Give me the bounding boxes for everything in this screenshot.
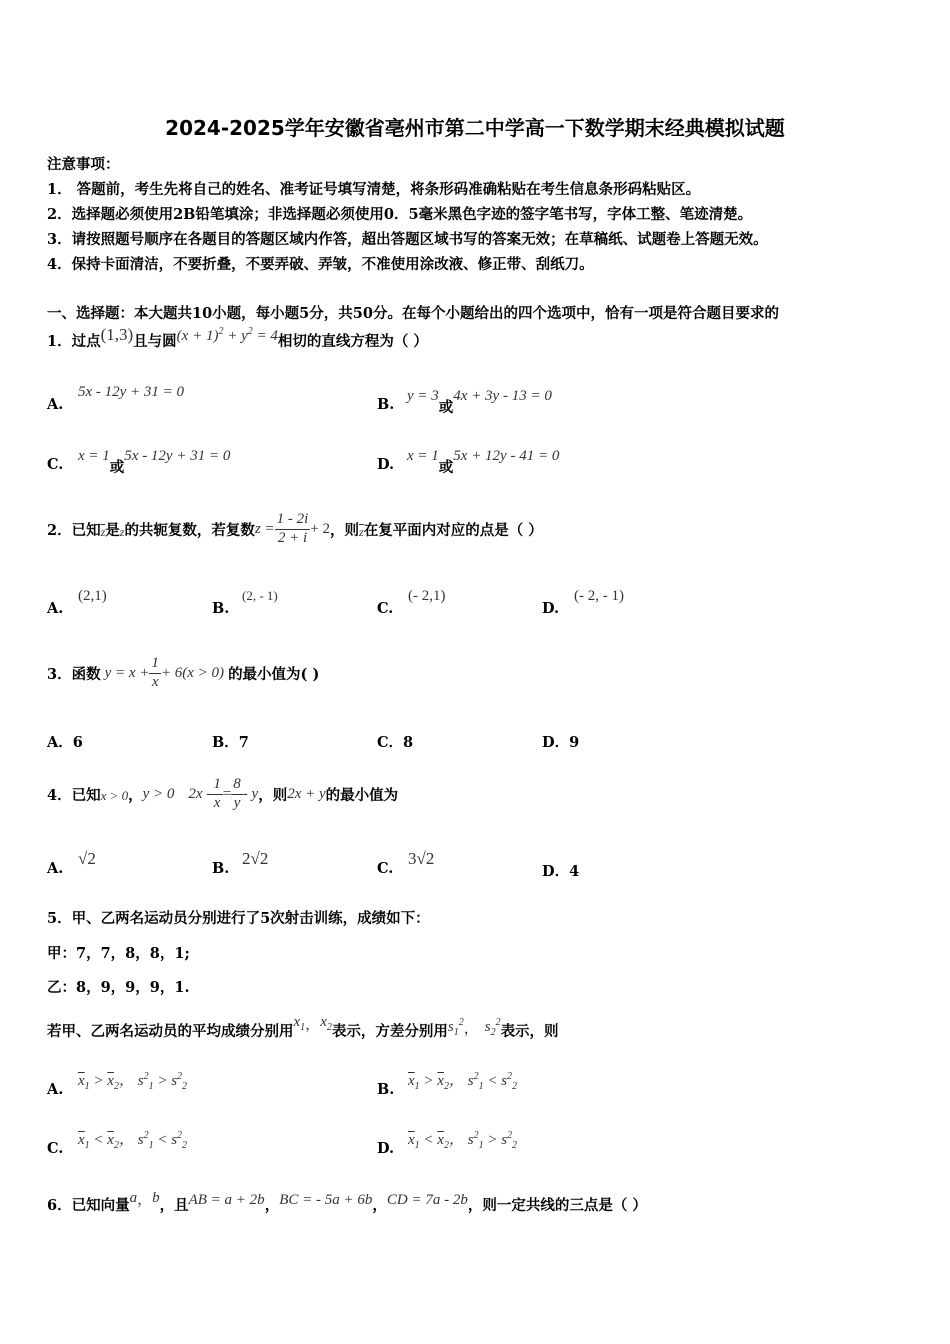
option-a-expression: $\overline{x}_1 > \overline{x}_2$， $s^2_1 > s^2_2$ xyxy=(78,1071,188,1092)
notice-heading: 注意事项： xyxy=(47,156,120,173)
point-expression: (1,3) xyxy=(100,325,134,344)
option-c[interactable]: C．8 xyxy=(377,734,414,751)
option-d-expression: (- 2, - 1) xyxy=(574,588,624,604)
option-label: C. xyxy=(47,456,64,473)
option-d[interactable] xyxy=(377,456,394,473)
option-d-content: x = 1或5x + 12y - 41 = 0 xyxy=(407,448,560,476)
question-6-stem: 6． 已知向量 a ， b ，且 AB = a + 2b ， BC = - 5a + 6b ， CD = 7a - 2b ，则一定共线的三点是（ ） xyxy=(47,1189,647,1214)
option-b-content: y = 3或4x + 3y - 13 = 0 xyxy=(407,388,552,416)
option-label: D. xyxy=(377,456,395,473)
option-a-expression: (2,1) xyxy=(78,588,107,604)
notice-item: 2．选择题必须使用2B铅笔填涂；非选择题必须使用0．5毫米黑色字迹的签字笔书写，字体工整、笔迹清楚。 xyxy=(47,206,753,223)
question-1-stem xyxy=(47,325,428,351)
question-4-stem: 4． 已知 x > 0 ， y > 0 2x - $\frac{1}{x}$ = $\frac{8}{y}$ - y ，则 2x + y 的最小值为 xyxy=(47,776,399,811)
option-b[interactable]: B. xyxy=(377,1081,395,1098)
option-a-expression: √2 xyxy=(78,849,96,868)
notice-item: 3．请按照题号顺序在各题目的答题区域内作答，超出答题区域书写的答案无效；在草稿纸、试题卷上答题无效。 xyxy=(47,231,768,248)
notice-item: 4．保持卡面清洁，不要折叠，不要弄破、弄皱，不准使用涂改液、修正带、刮纸刀。 xyxy=(47,256,594,273)
option-b[interactable] xyxy=(377,396,394,413)
option-label: B. xyxy=(377,396,395,413)
option-d[interactable]: D．9 xyxy=(542,734,580,751)
option-b[interactable]: B. xyxy=(212,860,230,877)
question-5-intro: 5．甲、乙两名运动员分别进行了5次射击训练，成绩如下： xyxy=(47,910,430,927)
fraction: $\frac{1 - 2i}{2 + i}$ xyxy=(276,511,309,546)
score-row-yi: 乙：8，9，9，9，1. xyxy=(47,979,190,996)
option-d[interactable]: D. xyxy=(377,1140,395,1157)
option-c[interactable]: C. xyxy=(377,860,394,877)
notice-item: 1． 答题前，考生先将自己的姓名、准考证号填写清楚，将条形码准确粘贴在考生信息条形码粘贴区。 xyxy=(47,181,701,198)
z-conjugate: $\overline{z}$ xyxy=(100,524,106,539)
option-b-expression: $\overline{x}_1 > \overline{x}_2$， $s^2_1 < s^2_2$ xyxy=(408,1071,518,1092)
question-2-stem: 2． 已知 $\overline{z}$ 是 z 的共轭复数，若复数 z = $\frac{1 - 2i}{2 + i}$ + 2 ，则 $\overline{z}$ 在复平面内对应的点是（ ） xyxy=(47,511,543,546)
question-number: 1． xyxy=(47,333,72,350)
option-b-expression: (2, - 1) xyxy=(242,588,278,603)
option-a[interactable]: A. xyxy=(47,1081,64,1098)
question-5-stem: 若甲、乙两名运动员的平均成绩分别用 $x_1$ ， $x_2$ 表示，方差分别用 $s_1^2$ ， $s_2^2$ 表示，则 xyxy=(47,1013,559,1040)
option-b[interactable]: B. xyxy=(212,600,230,617)
option-b-expression: 2√2 xyxy=(242,849,269,868)
fraction: $\frac{1}{x}$ xyxy=(151,655,159,690)
option-label: A. xyxy=(47,396,64,413)
option-a-expression: 5x - 12y + 31 = 0 xyxy=(78,384,185,400)
option-c-content: x = 1或5x - 12y + 31 = 0 xyxy=(78,448,231,476)
option-a[interactable] xyxy=(47,396,63,413)
option-a[interactable]: A. xyxy=(47,860,64,877)
option-c[interactable]: C. xyxy=(377,600,394,617)
page-title: 2024-2025学年安徽省亳州市第二中学高一下数学期末经典模拟试题 xyxy=(165,116,785,140)
stem-text: 且与圆 xyxy=(133,333,177,350)
section-heading: 一、选择题：本大题共10小题，每小题5分，共50分。在每个小题给出的四个选项中，恰有一项是符合题目要求的 xyxy=(47,305,779,322)
score-row-jia: 甲：7，7，8，8，1; xyxy=(47,945,190,962)
option-d[interactable]: D. xyxy=(542,600,560,617)
option-c[interactable] xyxy=(47,456,63,473)
question-3-stem: 3． 函数 y = x + $\frac{1}{x}$ + 6(x > 0) 的最小值为( ) xyxy=(47,655,320,690)
stem-text: 相切的直线方程为（ ） xyxy=(277,333,428,350)
option-c[interactable]: C. xyxy=(47,1140,64,1157)
option-d-expression: $\overline{x}_1 < \overline{x}_2$， $s^2_1 > s^2_2$ xyxy=(408,1130,518,1151)
option-c-expression: $\overline{x}_1 < \overline{x}_2$， $s^2_1 < s^2_2$ xyxy=(78,1130,188,1151)
option-c-expression: (- 2,1) xyxy=(408,588,446,604)
option-d[interactable]: D．4 xyxy=(542,863,580,880)
fraction: $\frac{1}{x}$ xyxy=(213,776,221,811)
option-b[interactable]: B．7 xyxy=(212,734,249,751)
stem-text: 过点 xyxy=(71,333,101,350)
option-a[interactable]: A．6 xyxy=(47,734,83,751)
circle-equation: $(x + 1)^2 + y^2 = 4$ xyxy=(176,326,278,344)
option-a[interactable]: A. xyxy=(47,600,64,617)
fraction: $\frac{8}{y}$ xyxy=(233,776,241,811)
option-c-expression: 3√2 xyxy=(408,849,435,868)
